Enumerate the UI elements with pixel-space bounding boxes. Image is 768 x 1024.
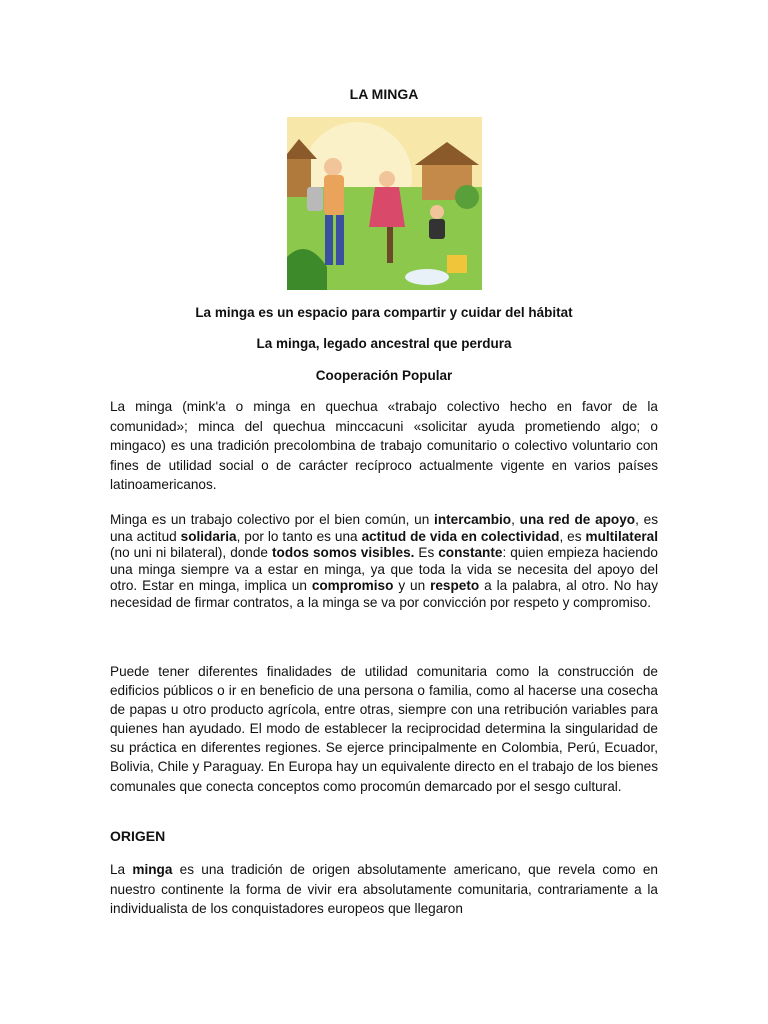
subtitle-cooperacion: Cooperación Popular — [315, 368, 453, 383]
subtitle-habitat: La minga es un espacio para compartir y cuidar del hábitat — [195, 305, 573, 320]
subtitle-legado: La minga, legado ancestral que perdura — [256, 336, 512, 351]
paragraph-origen: La minga es una tradición de origen absolutamente americano, que revela como en nuestro continente la forma de vivir era absolutamente comunitaria, contrariamente a la individualista de los conquistadores europeos que llegaron — [110, 862, 658, 916]
minga-illustration — [287, 117, 482, 290]
paragraph-definition: La minga (mink'a o minga en quechua «trabajo colectivo hecho en favor de la comunidad»; minca del quechua minccacuni «solicitar ayuda prometiendo algo; o mingaco) es una tradición precolombina de trabajo comunitario o colectivo voluntario con fines de utilidad social o de carácter recíproco actualmente vigente en varios países latinoamericanos. — [110, 399, 658, 492]
paragraph-finalidades: Puede tener diferentes finalidades de utilidad comunitaria como la construcción de edificios públicos o ir en beneficio de una persona o familia, como al hacerse una cosecha de papas u otro producto agrícola, entre otras, siempre con una retribución variables para quienes han ayudado. El modo de establecer la reciprocidad determina la singularidad de su práctica en diferentes regiones. Se ejerce principalmente en Colombia, Perú, Ecuador, Bolivia, Chile y Paraguay. En Europa hay un equivalente directo en el trabajo de los bienes comunales que conecta conceptos como procomún demarcado por el sesgo cultural. — [110, 664, 658, 794]
heading-origen: ORIGEN — [110, 828, 166, 844]
paragraph-minga-colectivo: Minga es un trabajo colectivo por el bien común, un intercambio, una red de apoyo, es una actitud solidaria, por lo tanto es una actitud de vida en colectividad, es multilateral (no uni ni bilateral), donde todos somos visibles. Es constante: quien empieza haciendo una minga siempre va a estar en minga, ya que toda la vida se necesita del apoyo del otro. Estar en minga, implica un compromiso y un respeto a la palabra, al otro. No hay necesidad de firmar contratos, a la minga se va por convicción por respeto y compromiso. — [110, 512, 659, 610]
document-title: LA MINGA — [349, 86, 419, 102]
